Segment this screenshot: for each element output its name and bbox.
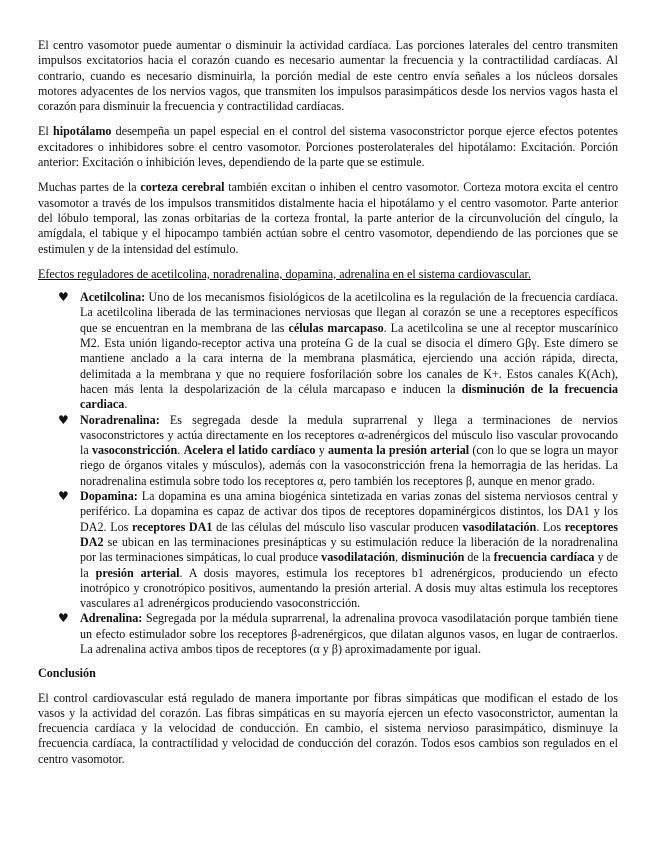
text-run: se ubican en las terminaciones presinápticas y su estimulación reduce la liberación de la noradrenalina por las terminaciones simpáticas, lo cual produce	[80, 534, 618, 565]
effects-list	[38, 290, 618, 657]
bold-term: frecuencia cardíaca	[493, 550, 595, 565]
effects-heading: Efectos reguladores de acetilcolina, noradrenalina, dopamina, adrenalina en el sistema cardiovascular.	[38, 266, 531, 281]
text-run: . La acetilcolina se une al receptor muscarínico M2. Esta unión ligando-receptor activa una proteína G de la cual se disocia el dímero Gβγ. Este dímero se mantiene anclado a la cara interna de la membrana plasmática, ejerciendo una acción rápida, directa, delimitada a la membrana y que no requiere fosforilación sobre los canales de K+. Estos canales K(Ach), hacen más lenta la despolarización de la célula marcapaso e inducen la	[80, 320, 619, 396]
text-run: . Los	[536, 519, 565, 534]
text-run: La dopamina es una amina biogénica sintetizada en varias zonas del sistema nerviosos central y periférico. La dopamina es capaz de activar dos tipos de receptores dopaminérgicos distintos, los DA1 y los DA2. Los	[80, 489, 618, 534]
bold-term: aumenta la presión arterial	[328, 443, 470, 458]
text-run: desempeña un papel especial en el control del sistema vasoconstrictor porque ejerce efectos potentes excitadores o inhibidores sobre el centro vasomotor. Porciones posterolaterales del hipotálamo: Excitación. Porción anterior: Excitación o inhibición leves, dependiendo de la parte que se estimule.	[38, 124, 618, 170]
bold-term: vasoconstricción	[91, 443, 178, 458]
text-run: .	[124, 397, 128, 412]
text-run: Segregada por la médula suprarrenal, la adrenalina provoca vasodilatación porque también tiene un efecto estimulador sobre los receptores β-adrenérgicos, que dilatan algunos vasos, en lugar de contraerlos. La adrenalina activa ambos tipos de receptores (α y β) aproximadamente por igual.	[80, 611, 618, 656]
bold-term: receptores DA1	[132, 519, 213, 534]
list-item-acetylcholine	[38, 290, 618, 412]
text-run: Es segregada desde la medula suprarrenal y llega a terminaciones de nervios vasoconstrictores y actúa directamente en los receptores α-adrenérgicos del músculo liso vascular provocando la	[80, 412, 618, 458]
text-run: también excitan o inhiben el centro vasomotor. Corteza motora excita el centro vasomotor a través de los impulsos transmitidos distalmente hacia el hipotálamo y el centro vasomotor. Parte anterior del lóbulo temporal, las zonas orbitarias de la corteza frontal, la parte anterior de la circunvolución del cíngulo, la amígdala, el tabique y el hipocampo también actúan sobre el centro vasomotor, dependiendo de las porciones que se estimulen y de la intensidad del estímulo.	[38, 180, 618, 256]
paragraph-hypothalamus	[38, 124, 618, 170]
bold-term: disminución de la frecuencia cardiaca	[80, 381, 618, 412]
text-run: .	[177, 443, 184, 458]
bold-term: Acelera el latido cardíaco	[183, 443, 316, 458]
list-item-dopamine	[38, 489, 618, 611]
heart-bullet-icon: ♥	[58, 290, 69, 305]
text-run: El	[38, 124, 53, 139]
text-run: Muchas partes de la	[38, 180, 141, 195]
text-run: . A dosis mayores, estimula los receptores b1 adrenérgicos, produciendo un efecto inotrópico y cronotrópico positivos, aumentando la presión arterial. A dosis muy altas estimula los receptores vasculares a1 adrenérgicos produciendo vasoconstricción.	[80, 565, 618, 611]
bold-term: hipotálamo	[52, 124, 112, 139]
term-label: Acetilcolina:	[80, 290, 146, 305]
term-label: Adrenalina:	[80, 611, 143, 626]
bold-term: vasodilatación	[321, 550, 396, 565]
text-run: y	[315, 443, 328, 458]
term-label: Dopamina:	[80, 489, 138, 504]
heart-bullet-icon: ♥	[58, 489, 69, 504]
term-label: Noradrenalina:	[80, 412, 160, 427]
conclusion-paragraph: El control cardiovascular está regulado de manera importante por fibras simpáticas que modifican el estado de los vasos y la actividad del corazón. Las fibras simpáticas en su mayoría ejercen un efecto vasoconstrictor, aumentan la frecuencia cardíaca y la velocidad de conducción. En cambio, el sistema nervioso parasimpático, disminuye la frecuencia cardíaca, la contractilidad y velocidad de conducción del corazón. Todos esos cambios son regulados en el centro vasomotor.	[38, 690, 618, 766]
heart-bullet-icon: ♥	[58, 611, 69, 626]
bold-term: células marcapaso	[288, 320, 384, 335]
bold-term: disminución	[401, 550, 465, 565]
text-run: de la	[464, 550, 494, 565]
text-run: Uno de los mecanismos fisiológicos de la acetilcolina es la regulación de la frecuencia cardíaca. La acetilcolina liberada de las terminaciones nerviosas que llegan al corazón se une a receptores específicos que se encuentran en la membrana de las	[80, 290, 618, 335]
bold-term: corteza cerebral	[140, 180, 225, 195]
bold-term: presión arterial	[95, 565, 180, 580]
bold-term: receptores DA2	[80, 519, 618, 549]
heart-bullet-icon: ♥	[58, 412, 69, 427]
list-item-adrenaline	[38, 611, 618, 657]
text-run: de las células del músculo liso vascular producen	[212, 519, 463, 534]
paragraph-cerebral-cortex	[38, 180, 618, 256]
paragraph-vasomotor-center: El centro vasomotor puede aumentar o disminuir la actividad cardíaca. Las porciones laterales del centro transmiten impulsos excitatorios hacia el corazón cuando es necesario aumentar la frecuencia y la contractilidad cardíacas. Al contrario, cuando es necesario disminuirla, la porción medial de este centro envía señales a los núcleos dorsales motores adyacentes de los nervios vagos, que transmiten los impulsos parasimpáticos desde los nervios vagos hasta el corazón para disminuir la frecuencia y contractilidad cardíacas.	[38, 38, 618, 114]
conclusion-title: Conclusión	[38, 666, 96, 681]
document-page	[38, 38, 618, 777]
list-item-noradrenaline	[38, 413, 618, 489]
text-run: y de la	[80, 550, 618, 580]
text-run: ,	[395, 550, 402, 565]
text-run: (con lo que se logra un mayor riego de órganos vitales y músculos), además con la vasoconstricción frena la hemorragia de las heridas. La noradrenalina estimula sobre todo los receptores α, pero también los receptores β, aunque en menor grado.	[80, 443, 619, 488]
bold-term: vasodilatación	[462, 519, 537, 534]
